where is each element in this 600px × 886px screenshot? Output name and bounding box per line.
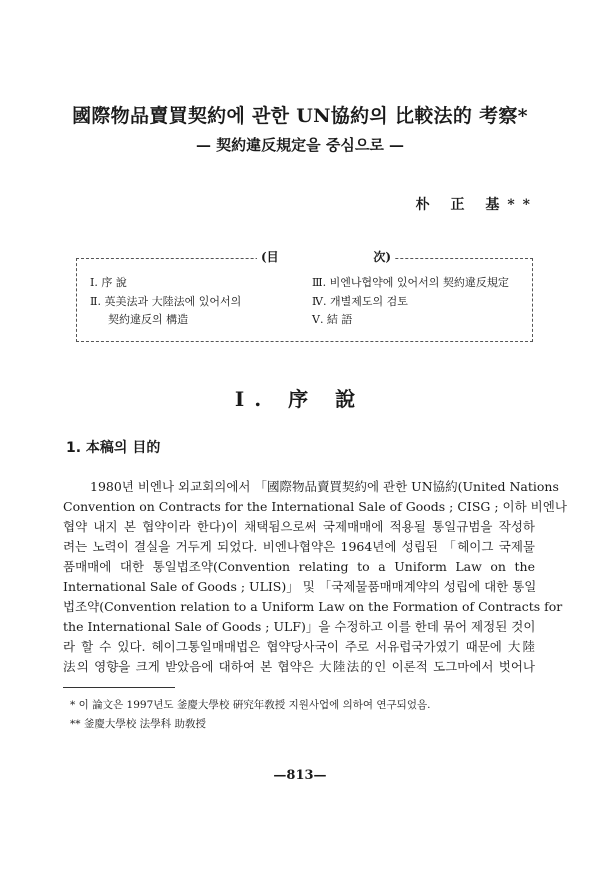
- paragraph-line: 라 할 수 있다. 헤이그통일매매법은 협약당사국이 주로 서유럽국가였기 때문에 大陸: [63, 639, 535, 654]
- toc-item: Ⅴ. 結 語: [312, 313, 353, 326]
- paragraph-line: 1980년 비엔나 외교회의에서 「國際物品賣買契約에 관한 UN協約(United Nations: [90, 479, 559, 494]
- paper-title: 國際物品賣買契約에 관한 UN協約의 比較法的 考察*: [72, 105, 528, 127]
- section-heading: Ⅰ. 序 說: [234, 387, 366, 411]
- toc-item: Ⅲ. 비엔나협약에 있어서의 契約違反規定: [312, 276, 509, 289]
- author-name: 朴 正 基**: [415, 197, 538, 213]
- toc-item: 契約違反의 構造: [108, 313, 189, 326]
- page-number: —813—: [273, 768, 327, 783]
- footnote: * 이 論文은 1997년도 釜慶大學校 硏究年敎授 지원사업에 의하여 연구되었음.: [70, 699, 431, 711]
- footnote: ** 釜慶大學校 法學科 助敎授: [70, 718, 207, 730]
- toc-heading-right: 次): [373, 250, 391, 264]
- subsection-heading: 1. 本稿의 目的: [66, 440, 161, 456]
- paragraph-line: 품매매에 대한 통일법조약(Convention relating to a Uniform Law on the: [63, 559, 535, 574]
- paragraph-line: 려는 노력이 결실을 거두게 되었다. 비엔나협약은 1964년에 성립된 「헤이그 국제물: [63, 539, 535, 554]
- paragraph-line: Convention on Contracts for the International Sale of Goods ; CISG ; 이하 비엔나: [63, 499, 567, 514]
- toc-heading: [257, 248, 395, 265]
- toc-item: Ⅰ. 序 說: [90, 276, 127, 289]
- toc-item: Ⅱ. 英美法과 大陸法에 있어서의: [90, 295, 242, 308]
- paragraph-line: 법조약(Convention relation to a Uniform Law on the Formation of Contracts for: [63, 599, 563, 614]
- paragraph-line: 法의 영향을 크게 받았음에 대하여 본 협약은 大陸法的인 이론적 도그마에서 벗어나: [63, 659, 535, 674]
- footnote-divider: [63, 687, 175, 688]
- toc-heading-left: (目: [261, 250, 279, 264]
- paragraph-line: International Sale of Goods ; ULIS)」 및 「국제물품매매계약의 성립에 대한 통일: [63, 579, 537, 594]
- toc-item: Ⅳ. 개별제도의 검토: [312, 295, 408, 308]
- paragraph-line: 협약 내지 본 협약이라 한다)이 채택됨으로써 국제매매에 적용될 통일규범을 작성하: [63, 519, 535, 534]
- paper-subtitle: — 契約違反規定을 중심으로 —: [195, 136, 405, 154]
- paragraph-line: the International Sale of Goods ; ULF)」을 수정하고 이를 한데 묶어 제정된 것이: [63, 619, 536, 634]
